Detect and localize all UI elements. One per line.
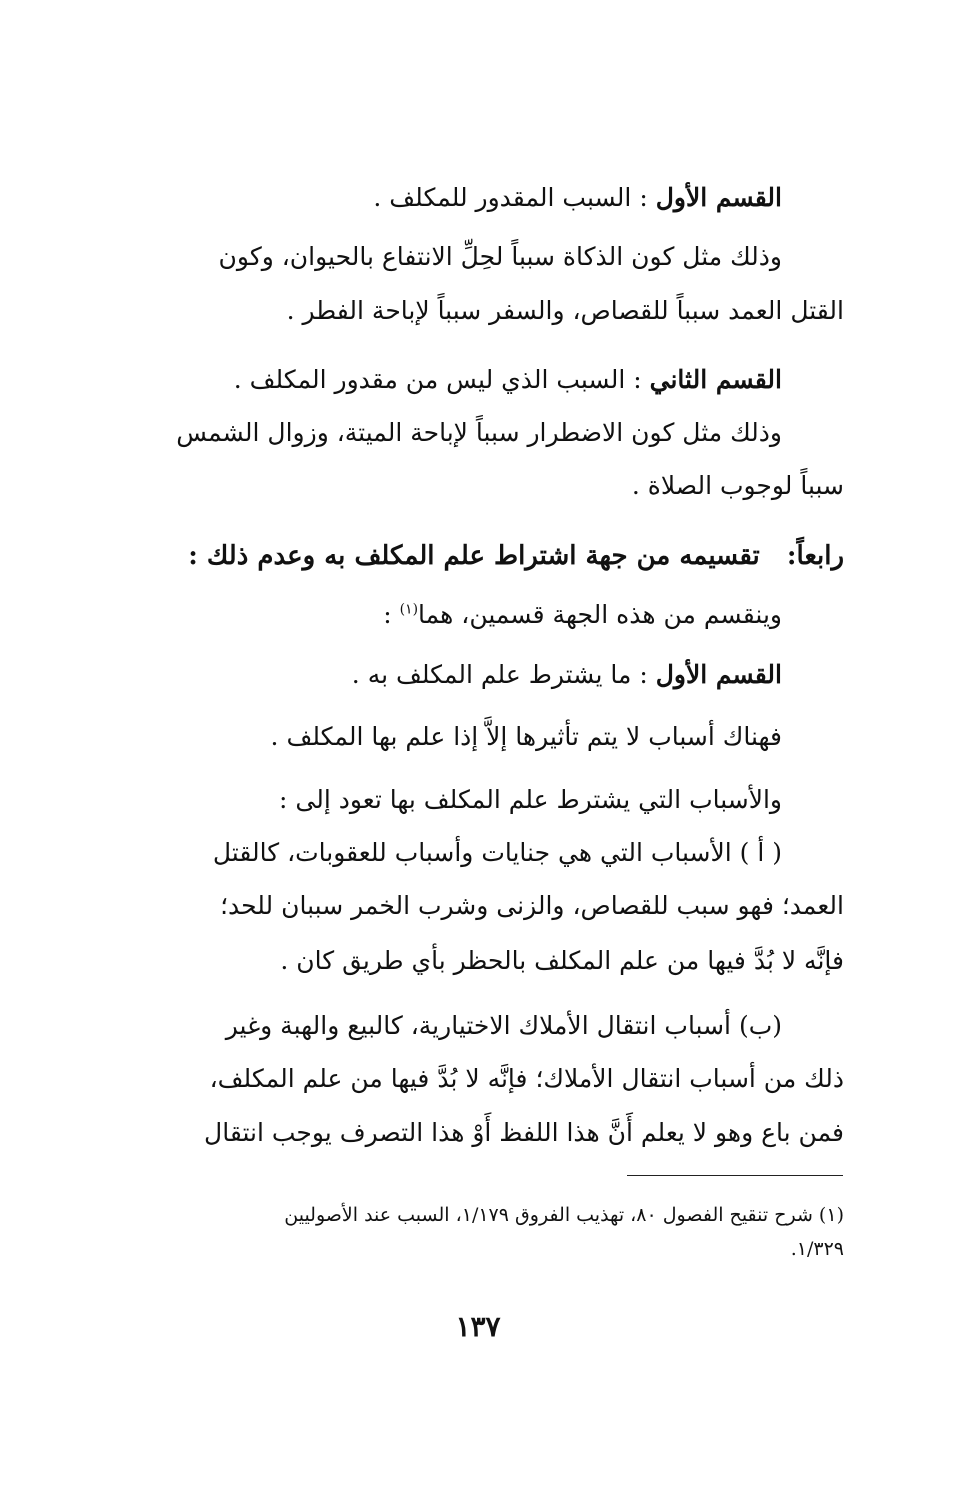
line-text: وينقسم من هذه الجهة قسمين، هما <box>418 600 782 629</box>
line-tail: : <box>383 600 400 629</box>
text-line: العمد؛ فهو سبب للقصاص، والزنى وشرب الخمر سببان للحد؛ <box>220 891 844 920</box>
paragraph-second-section <box>234 365 782 395</box>
section-label: القسم الأول <box>655 660 782 689</box>
text-line: ( أ ) الأسباب التي هي جنايات وأسباب للعقوبات، كالقتل <box>212 838 782 867</box>
footnote-line: (١) شرح تنقيح الفصول ٨٠، تهذيب الفروق ١/١٧٩، السبب عند الأصوليين <box>284 1204 844 1226</box>
text-line: فهناك أسباب لا يتم تأثيرها إلاَّ إذا علم بها المكلف . <box>270 722 782 751</box>
footnote-divider <box>627 1175 843 1176</box>
section-label: القسم الأول <box>655 183 782 212</box>
paragraph-first-section <box>373 183 782 213</box>
section-heading <box>188 541 844 572</box>
text-line: فمن باع وهو لا يعلم أَنَّ هذا اللفظ أَوْ هذا التصرف يوجب انتقال <box>204 1118 844 1147</box>
text-line: القتل العمد سبباً للقصاص، والسفر سبباً لإباحة الفطر . <box>286 296 844 325</box>
section-label: القسم الثاني <box>649 365 782 394</box>
section-text: : السبب الذي ليس من مقدور المكلف . <box>233 365 642 394</box>
heading-label: رابعاً: <box>786 541 844 571</box>
text-line: ذلك من أسباب انتقال الأملاك؛ فإنَّه لا بُدَّ فيها من علم المكلف، <box>209 1064 844 1093</box>
section-text: : السبب المقدور للمكلف . <box>373 183 648 212</box>
paragraph-first-section <box>352 660 782 690</box>
footnote-line: ١/٣٢٩. <box>790 1238 844 1260</box>
text-line: والأسباب التي يشترط علم المكلف بها تعود إلى : <box>279 785 782 814</box>
text-line <box>383 600 782 630</box>
text-line: سبباً لوجوب الصلاة . <box>631 471 844 500</box>
text-line: (ب) أسباب انتقال الأملاك الاختيارية، كالبيع والهبة وغير <box>225 1011 782 1040</box>
text-line: فإنَّه لا بُدَّ فيها من علم المكلف بالحظر بأي طريق كان . <box>280 946 844 975</box>
text-line: وذلك مثل كون الاضطرار سبباً لإباحة الميتة، وزوال الشمس <box>176 418 782 447</box>
text-line: وذلك مثل كون الذكاة سبباً لحِلِّ الانتفاع بالحيوان، وكون <box>218 242 782 271</box>
footnote-reference: (١) <box>399 601 419 618</box>
heading-text: تقسيمه من جهة اشتراط علم المكلف به وعدم ذلك : <box>188 541 760 571</box>
section-text: : ما يشترط علم المكلف به . <box>351 660 648 689</box>
page-number: ١٣٧ <box>455 1310 501 1343</box>
